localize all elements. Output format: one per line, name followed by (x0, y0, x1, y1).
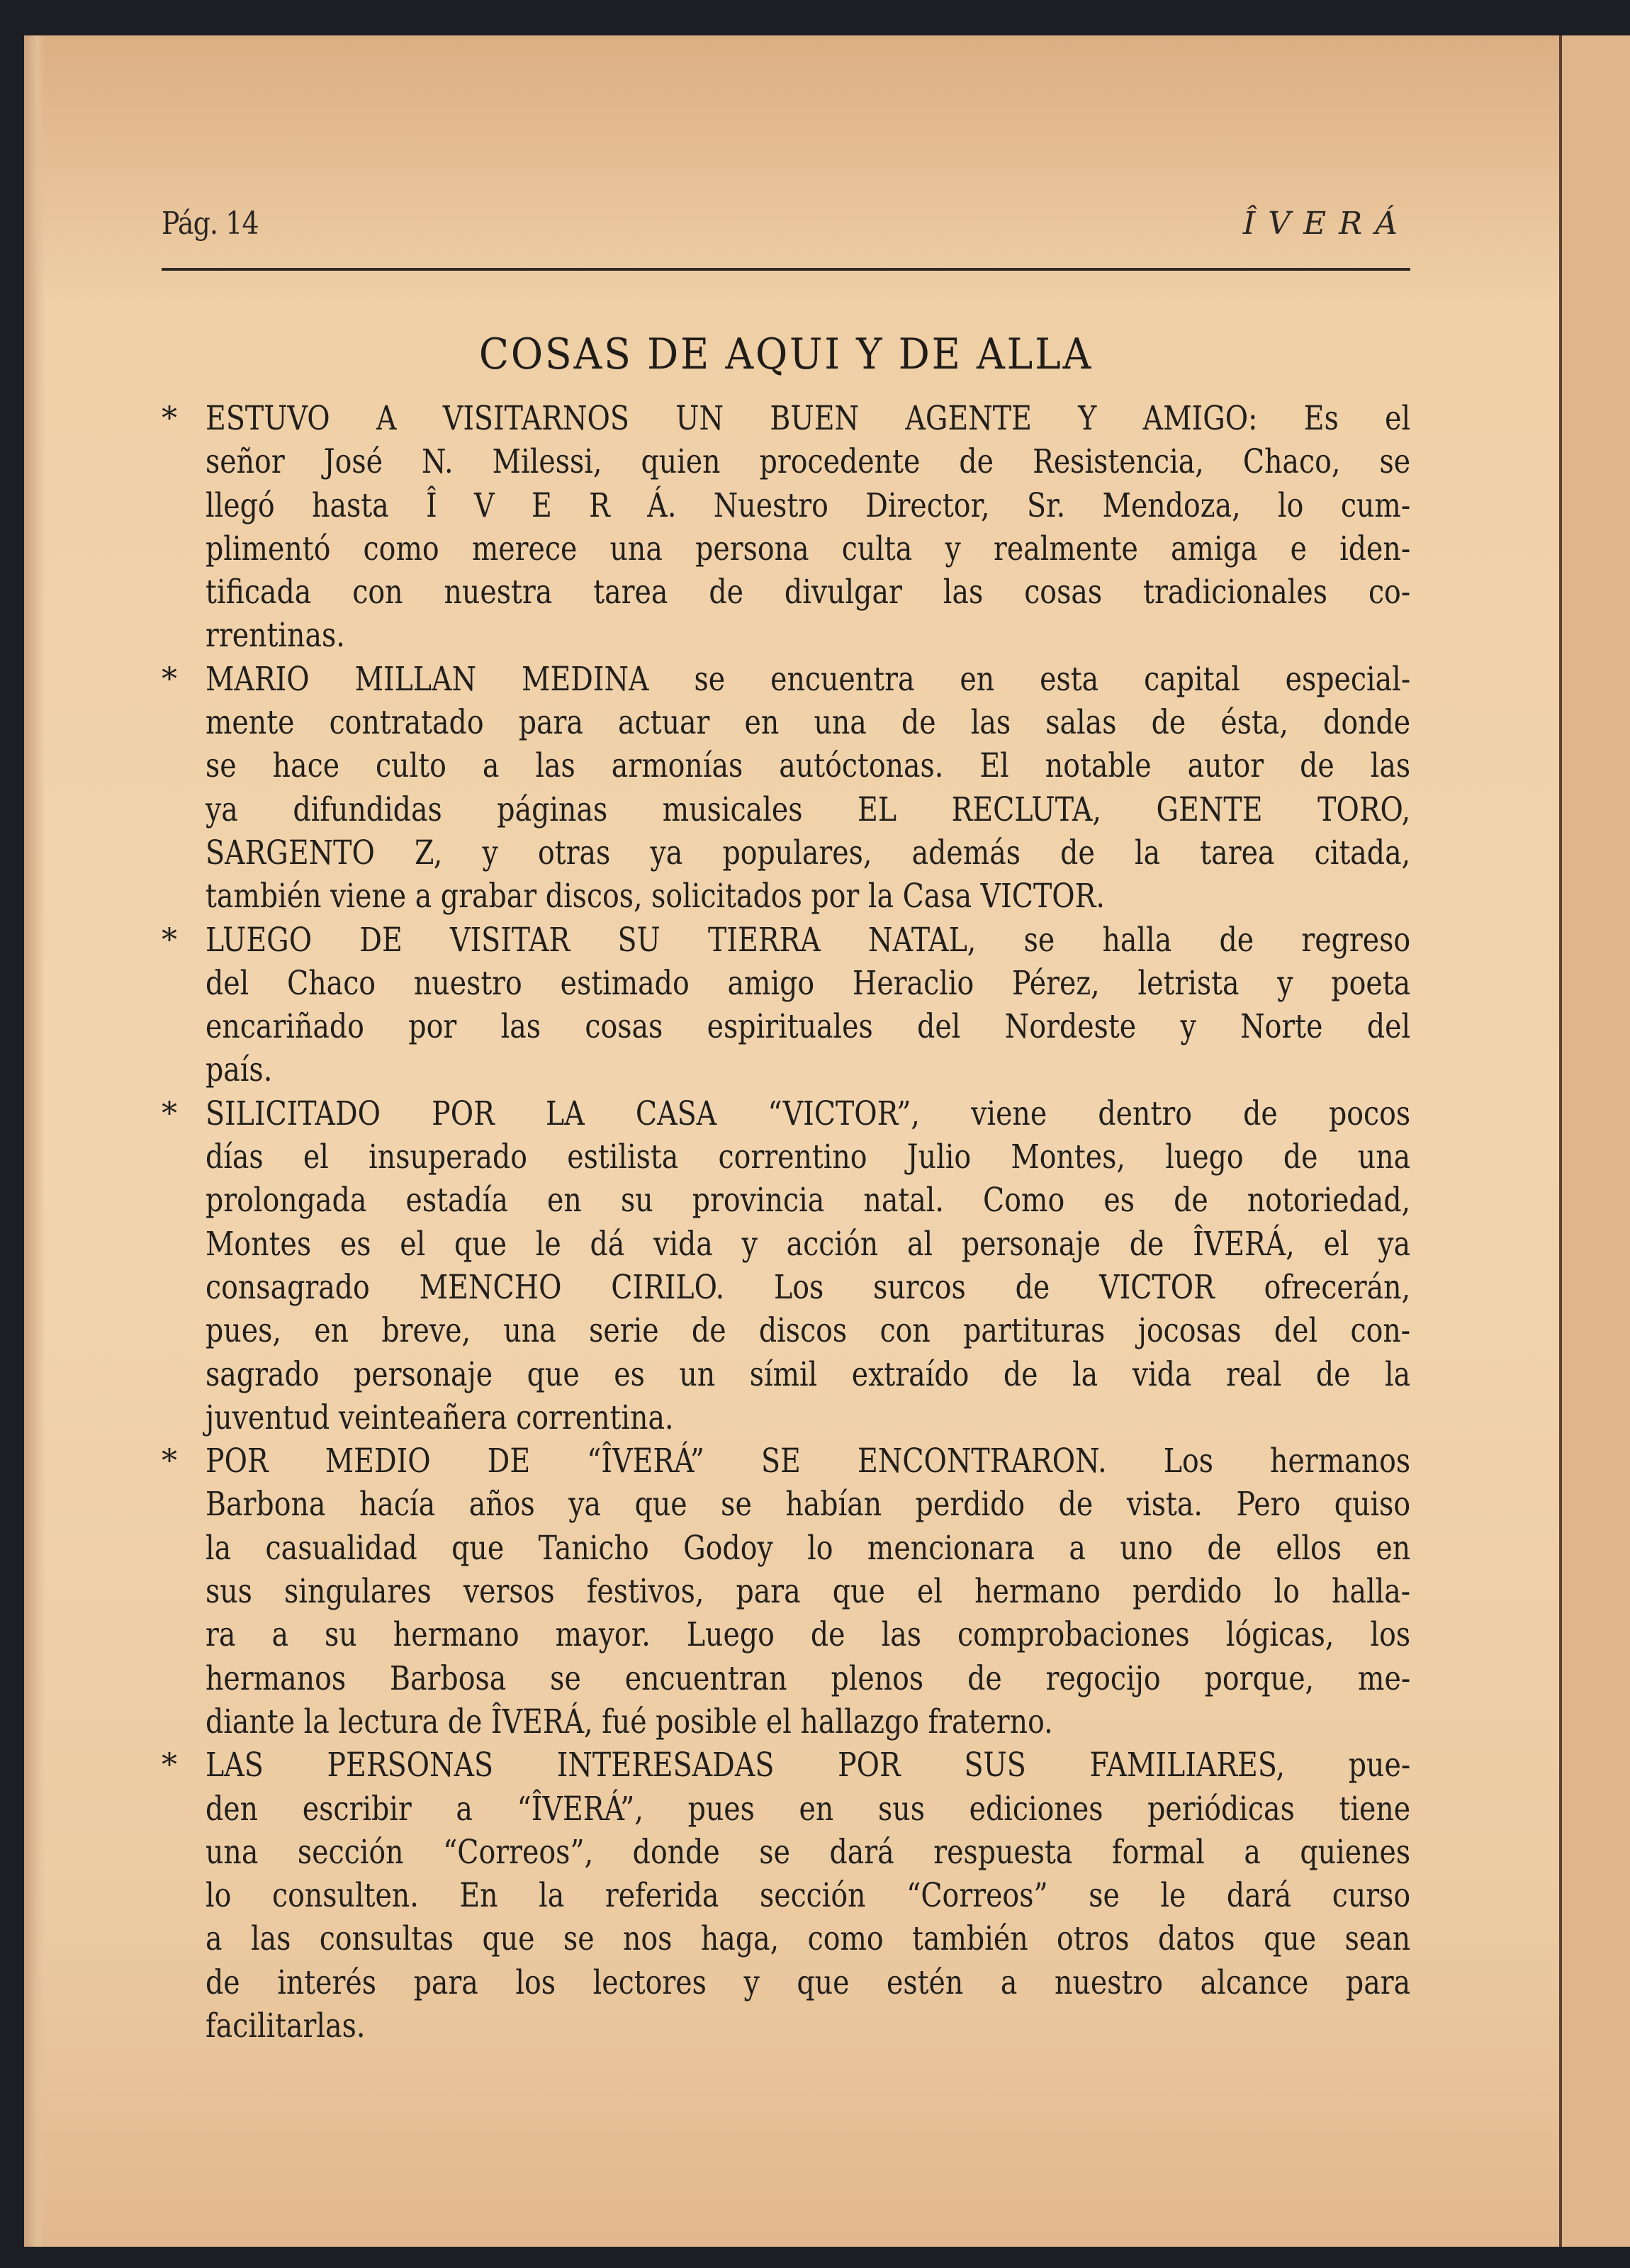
page-number: Pág. 14 (162, 206, 259, 242)
news-item (162, 658, 1410, 919)
line-text: sagrado personaje que es un símil extraído de la vida real de la (206, 1354, 1411, 1394)
news-item (162, 1744, 1410, 2048)
line-text: consagrado MENCHO CIRILO. Los surcos de VICTOR ofrecerán, (206, 1267, 1411, 1307)
text-line (162, 440, 1410, 483)
news-item (162, 397, 1410, 658)
line-text: ya difundidas páginas musicales EL RECLUTA, GENTE TORO, (206, 790, 1411, 829)
line-text: juventud veinteañera correntina. (206, 1398, 674, 1437)
text-line (162, 1613, 1410, 1656)
line-text: a las consultas que se nos haga, como también otros datos que sean (206, 1919, 1411, 1959)
line-text: plimentó como merece una persona culta y realmente amiga e iden- (206, 529, 1411, 568)
line-text: hermanos Barbosa se encuentran plenos de regocijo porque, me- (206, 1658, 1411, 1698)
line-text: la casualidad que Tanicho Godoy lo mencionara a uno de ellos en (206, 1528, 1411, 1568)
adjacent-page-edge (1562, 35, 1630, 2247)
asterisk-bullet-icon: * (162, 400, 177, 437)
line-text: también viene a grabar discos, solicitados por la Casa VICTOR. (206, 877, 1105, 916)
line-text: de interés para los lectores y que estén a nuestro alcance para (206, 1963, 1411, 2002)
text-line (162, 1787, 1410, 1831)
text-line (162, 1179, 1410, 1222)
header-rule (162, 268, 1410, 271)
line-text: del Chaco nuestro estimado amigo Heraclio Pérez, letrista y poeta (206, 963, 1411, 1003)
text-line (162, 571, 1410, 614)
text-line (162, 614, 1410, 657)
running-title: ÎVERÁ (1242, 206, 1410, 242)
text-line (162, 2004, 1410, 2048)
text-line (162, 1831, 1410, 1874)
text-line (162, 1439, 1410, 1483)
asterisk-bullet-icon: * (162, 1095, 177, 1132)
line-text: tificada con nuestra tarea de divulgar las cosas tradicionales co- (206, 573, 1411, 612)
text-line (162, 1005, 1410, 1048)
text-line (162, 658, 1410, 701)
line-text: pues, en breve, una serie de discos con partituras jocosas del con- (206, 1311, 1411, 1351)
text-line (162, 1657, 1410, 1700)
line-text: días el insuperado estilista correntino Julio Montes, luego de una (206, 1138, 1411, 1177)
text-line (162, 1223, 1410, 1266)
line-text: SARGENTO Z, y otras ya populares, además de la tarea citada, (206, 833, 1411, 872)
article-title: COSAS DE AQUI Y DE ALLA (478, 330, 1094, 379)
line-text: lo consulten. En la referida sección “Correos” se le dará curso (206, 1876, 1411, 1916)
line-text: se hace culto a las armonías autóctonas. El notable autor de las (206, 746, 1411, 786)
news-item (162, 1439, 1410, 1744)
text-line (162, 484, 1410, 527)
text-line (162, 875, 1410, 918)
text-line (162, 1483, 1410, 1526)
asterisk-bullet-icon: * (162, 661, 177, 697)
line-text: sus singulares versos festivos, para que el hermano perdido lo halla- (206, 1572, 1411, 1612)
text-line (162, 527, 1410, 571)
text-line (162, 831, 1410, 875)
article-body (162, 397, 1410, 2048)
text-line (162, 1135, 1410, 1179)
text-line (162, 788, 1410, 831)
asterisk-bullet-icon: * (162, 921, 177, 958)
text-line (162, 919, 1410, 962)
text-line (162, 1917, 1410, 1960)
text-line (162, 1266, 1410, 1309)
line-text: llegó hasta Î V E R Á. Nuestro Director, Sr. Mendoza, lo cum- (206, 485, 1411, 525)
line-text: LUEGO DE VISITAR SU TIERRA NATAL, se halla de regreso (206, 920, 1411, 960)
line-text: prolongada estadía en su provincia natal. Como es de notoriedad, (206, 1181, 1411, 1220)
asterisk-bullet-icon: * (162, 1747, 177, 1784)
text-line (162, 1700, 1410, 1744)
line-text: rrentinas. (206, 616, 345, 656)
text-line (162, 1092, 1410, 1135)
page-header (162, 206, 1410, 262)
text-line (162, 1961, 1410, 2004)
line-text: SILICITADO POR LA CASA “VICTOR”, viene dentro de pocos (206, 1094, 1411, 1133)
line-text: POR MEDIO DE “ÎVERÁ” SE ENCONTRARON. Los hermanos (206, 1442, 1411, 1481)
line-text: Barbona hacía años ya que se habían perdido de vista. Pero quiso (206, 1485, 1411, 1525)
line-text: mente contratado para actuar en una de las salas de ésta, donde (206, 703, 1411, 743)
text-line (162, 701, 1410, 744)
line-text: LAS PERSONAS INTERESADAS POR SUS FAMILIARES, pue- (206, 1746, 1411, 1785)
asterisk-bullet-icon: * (162, 1443, 177, 1480)
line-text: ESTUVO A VISITARNOS UN BUEN AGENTE Y AMIGO: Es el (206, 399, 1411, 438)
line-text: señor José N. Milessi, quien procedente de Resistencia, Chaco, se (206, 442, 1411, 482)
line-text: país. (206, 1050, 273, 1090)
text-line (162, 744, 1410, 787)
line-text: Montes es el que le dá vida y acción al personaje de ÎVERÁ, el ya (206, 1224, 1411, 1264)
line-text: den escribir a “ÎVERÁ”, pues en sus ediciones periódicas tiene (206, 1789, 1411, 1829)
page-edge-stack (24, 35, 45, 2247)
line-text: una sección “Correos”, donde se dará respuesta formal a quienes (206, 1832, 1411, 1872)
text-line (162, 1744, 1410, 1787)
news-item (162, 1092, 1410, 1439)
text-line (162, 1570, 1410, 1613)
text-line (162, 1309, 1410, 1352)
text-line (162, 1527, 1410, 1570)
text-line (162, 1353, 1410, 1396)
text-line (162, 1874, 1410, 1917)
news-item (162, 919, 1410, 1092)
text-line (162, 1048, 1410, 1091)
line-text: MARIO MILLAN MEDINA se encuentra en esta capital especial- (206, 659, 1411, 699)
line-text: facilitarlas. (206, 2006, 366, 2045)
text-line (162, 962, 1410, 1005)
text-line (162, 397, 1410, 440)
line-text: ra a su hermano mayor. Luego de las comprobaciones lógicas, los (206, 1615, 1411, 1655)
line-text: encariñado por las cosas espirituales del Nordeste y Norte del (206, 1007, 1411, 1047)
text-line (162, 1396, 1410, 1439)
line-text: diante la lectura de ÎVERÁ, fué posible el hallazgo fraterno. (206, 1702, 1053, 1741)
